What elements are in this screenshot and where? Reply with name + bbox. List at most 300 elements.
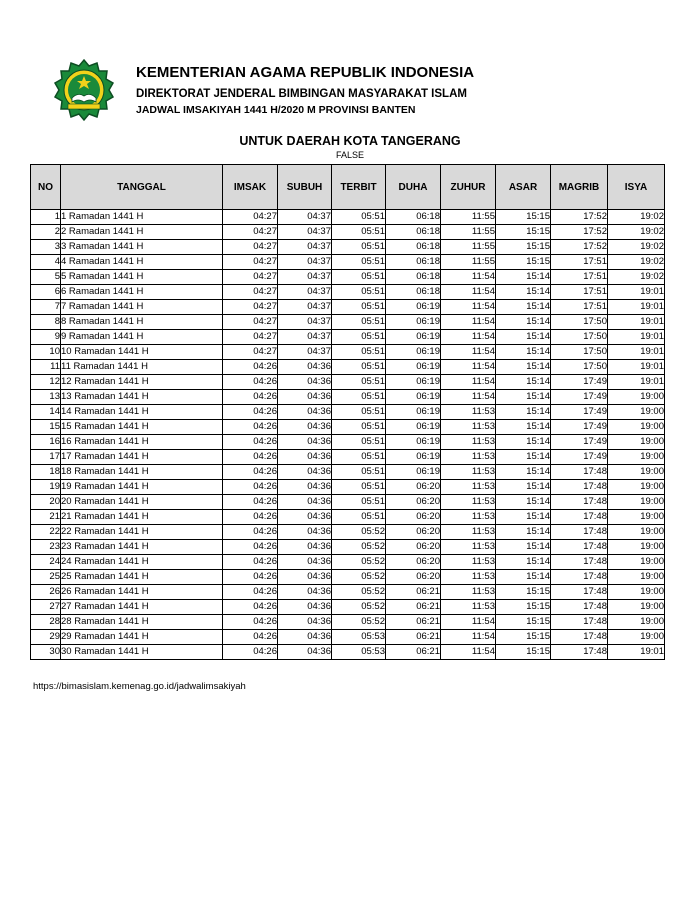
cell-tanggal: 19 Ramadan 1441 H [61,480,223,495]
cell-isya: 19:00 [608,600,665,615]
cell-subuh: 04:36 [278,405,332,420]
table-row [31,255,665,270]
cell-asar: 15:14 [496,510,551,525]
cell-magrib: 17:51 [551,270,608,285]
cell-no: 26 [31,585,61,600]
cell-tanggal: 11 Ramadan 1441 H [61,360,223,375]
cell-terbit: 05:52 [332,585,386,600]
table-row [31,495,665,510]
cell-tanggal: 25 Ramadan 1441 H [61,570,223,585]
cell-asar: 15:14 [496,300,551,315]
cell-duha: 06:19 [386,360,441,375]
cell-duha: 06:21 [386,645,441,660]
cell-duha: 06:19 [386,405,441,420]
cell-zuhur: 11:54 [441,345,496,360]
cell-zuhur: 11:53 [441,480,496,495]
col-header-tanggal: TANGGAL [61,165,223,210]
cell-no: 20 [31,495,61,510]
cell-no: 13 [31,390,61,405]
cell-magrib: 17:48 [551,555,608,570]
cell-imsak: 04:27 [223,225,278,240]
cell-magrib: 17:52 [551,225,608,240]
cell-asar: 15:14 [496,330,551,345]
table-row [31,630,665,645]
cell-zuhur: 11:54 [441,645,496,660]
cell-asar: 15:14 [496,360,551,375]
table-row [31,450,665,465]
cell-imsak: 04:26 [223,360,278,375]
cell-terbit: 05:52 [332,600,386,615]
cell-terbit: 05:51 [332,390,386,405]
cell-magrib: 17:51 [551,255,608,270]
cell-zuhur: 11:54 [441,330,496,345]
cell-isya: 19:00 [608,615,665,630]
cell-isya: 19:01 [608,360,665,375]
cell-zuhur: 11:54 [441,270,496,285]
cell-zuhur: 11:55 [441,240,496,255]
document-header [46,58,646,128]
cell-duha: 06:21 [386,585,441,600]
cell-subuh: 04:36 [278,540,332,555]
cell-no: 6 [31,285,61,300]
cell-zuhur: 11:54 [441,630,496,645]
cell-no: 30 [31,645,61,660]
cell-duha: 06:20 [386,510,441,525]
cell-duha: 06:18 [386,285,441,300]
cell-zuhur: 11:54 [441,315,496,330]
cell-terbit: 05:51 [332,285,386,300]
cell-duha: 06:18 [386,210,441,225]
cell-tanggal: 5 Ramadan 1441 H [61,270,223,285]
cell-no: 23 [31,540,61,555]
cell-no: 25 [31,570,61,585]
cell-imsak: 04:26 [223,600,278,615]
table-row [31,585,665,600]
cell-isya: 19:00 [608,585,665,600]
cell-isya: 19:00 [608,540,665,555]
cell-asar: 15:15 [496,630,551,645]
table-row [31,510,665,525]
cell-imsak: 04:26 [223,450,278,465]
cell-asar: 15:15 [496,585,551,600]
cell-isya: 19:01 [608,345,665,360]
cell-tanggal: 29 Ramadan 1441 H [61,630,223,645]
table-row [31,315,665,330]
cell-duha: 06:19 [386,330,441,345]
cell-isya: 19:00 [608,435,665,450]
cell-zuhur: 11:53 [441,570,496,585]
cell-no: 1 [31,210,61,225]
cell-isya: 19:01 [608,330,665,345]
table-row [31,330,665,345]
cell-zuhur: 11:53 [441,540,496,555]
cell-magrib: 17:50 [551,345,608,360]
cell-zuhur: 11:55 [441,225,496,240]
cell-isya: 19:00 [608,480,665,495]
table-row [31,480,665,495]
cell-isya: 19:00 [608,390,665,405]
col-header-zuhur: ZUHUR [441,165,496,210]
table-row [31,420,665,435]
cell-duha: 06:20 [386,540,441,555]
cell-subuh: 04:37 [278,225,332,240]
cell-zuhur: 11:54 [441,360,496,375]
cell-no: 16 [31,435,61,450]
cell-subuh: 04:36 [278,570,332,585]
cell-tanggal: 8 Ramadan 1441 H [61,315,223,330]
cell-imsak: 04:27 [223,240,278,255]
cell-tanggal: 2 Ramadan 1441 H [61,225,223,240]
table-row [31,270,665,285]
cell-terbit: 05:51 [332,360,386,375]
cell-terbit: 05:51 [332,240,386,255]
cell-zuhur: 11:53 [441,450,496,465]
cell-isya: 19:00 [608,525,665,540]
cell-imsak: 04:26 [223,510,278,525]
cell-magrib: 17:49 [551,375,608,390]
cell-terbit: 05:51 [332,270,386,285]
cell-isya: 19:02 [608,240,665,255]
col-header-subuh: SUBUH [278,165,332,210]
cell-subuh: 04:37 [278,300,332,315]
schedule-title: JADWAL IMSAKIYAH 1441 H/2020 M PROVINSI BANTEN [136,104,416,116]
table-row [31,345,665,360]
cell-subuh: 04:36 [278,600,332,615]
cell-magrib: 17:48 [551,465,608,480]
cell-magrib: 17:49 [551,420,608,435]
cell-terbit: 05:53 [332,645,386,660]
cell-isya: 19:02 [608,255,665,270]
cell-imsak: 04:27 [223,330,278,345]
cell-asar: 15:14 [496,495,551,510]
cell-duha: 06:21 [386,630,441,645]
table-row [31,285,665,300]
cell-imsak: 04:26 [223,555,278,570]
cell-tanggal: 12 Ramadan 1441 H [61,375,223,390]
cell-imsak: 04:26 [223,465,278,480]
table-row [31,525,665,540]
cell-subuh: 04:36 [278,420,332,435]
cell-asar: 15:15 [496,210,551,225]
cell-asar: 15:14 [496,390,551,405]
cell-isya: 19:00 [608,420,665,435]
cell-zuhur: 11:53 [441,420,496,435]
cell-isya: 19:02 [608,225,665,240]
directorate-title: DIREKTORAT JENDERAL BIMBINGAN MASYARAKAT ISLAM [136,88,467,100]
cell-no: 8 [31,315,61,330]
table-row [31,615,665,630]
cell-subuh: 04:37 [278,315,332,330]
cell-duha: 06:18 [386,240,441,255]
cell-magrib: 17:48 [551,585,608,600]
cell-tanggal: 23 Ramadan 1441 H [61,540,223,555]
cell-asar: 15:14 [496,570,551,585]
table-row [31,570,665,585]
cell-asar: 15:14 [496,285,551,300]
cell-imsak: 04:26 [223,435,278,450]
cell-duha: 06:19 [386,450,441,465]
cell-isya: 19:00 [608,555,665,570]
cell-asar: 15:15 [496,240,551,255]
source-url: https://bimasislam.kemenag.go.id/jadwalimsakiyah [33,681,246,692]
cell-magrib: 17:50 [551,330,608,345]
cell-duha: 06:18 [386,270,441,285]
cell-no: 5 [31,270,61,285]
table-row [31,300,665,315]
table-row [31,360,665,375]
cell-no: 2 [31,225,61,240]
cell-imsak: 04:27 [223,285,278,300]
cell-no: 7 [31,300,61,315]
cell-duha: 06:19 [386,375,441,390]
cell-subuh: 04:36 [278,450,332,465]
cell-no: 3 [31,240,61,255]
cell-magrib: 17:52 [551,210,608,225]
table-row [31,390,665,405]
cell-subuh: 04:37 [278,240,332,255]
cell-terbit: 05:51 [332,480,386,495]
cell-imsak: 04:26 [223,540,278,555]
cell-duha: 06:20 [386,555,441,570]
cell-tanggal: 14 Ramadan 1441 H [61,405,223,420]
cell-subuh: 04:36 [278,435,332,450]
cell-magrib: 17:48 [551,645,608,660]
cell-tanggal: 26 Ramadan 1441 H [61,585,223,600]
cell-terbit: 05:51 [332,405,386,420]
cell-magrib: 17:49 [551,405,608,420]
cell-asar: 15:15 [496,615,551,630]
col-header-asar: ASAR [496,165,551,210]
cell-tanggal: 20 Ramadan 1441 H [61,495,223,510]
cell-isya: 19:01 [608,300,665,315]
cell-zuhur: 11:53 [441,435,496,450]
cell-isya: 19:00 [608,450,665,465]
cell-zuhur: 11:55 [441,255,496,270]
cell-tanggal: 4 Ramadan 1441 H [61,255,223,270]
cell-duha: 06:19 [386,465,441,480]
cell-subuh: 04:37 [278,345,332,360]
cell-asar: 15:14 [496,405,551,420]
cell-tanggal: 22 Ramadan 1441 H [61,525,223,540]
cell-terbit: 05:51 [332,330,386,345]
cell-terbit: 05:52 [332,555,386,570]
cell-imsak: 04:27 [223,210,278,225]
cell-no: 17 [31,450,61,465]
cell-asar: 15:14 [496,480,551,495]
cell-magrib: 17:48 [551,570,608,585]
cell-zuhur: 11:53 [441,495,496,510]
cell-no: 12 [31,375,61,390]
cell-imsak: 04:26 [223,405,278,420]
cell-imsak: 04:26 [223,495,278,510]
ministry-title: KEMENTERIAN AGAMA REPUBLIK INDONESIA [136,64,475,81]
cell-imsak: 04:26 [223,585,278,600]
cell-duha: 06:18 [386,225,441,240]
cell-magrib: 17:52 [551,240,608,255]
cell-subuh: 04:36 [278,375,332,390]
cell-no: 22 [31,525,61,540]
cell-asar: 15:14 [496,555,551,570]
cell-imsak: 04:26 [223,630,278,645]
cell-terbit: 05:52 [332,540,386,555]
cell-no: 14 [31,405,61,420]
cell-terbit: 05:51 [332,345,386,360]
cell-no: 11 [31,360,61,375]
cell-zuhur: 11:53 [441,555,496,570]
cell-magrib: 17:48 [551,615,608,630]
cell-imsak: 04:26 [223,390,278,405]
cell-terbit: 05:51 [332,420,386,435]
cell-zuhur: 11:53 [441,585,496,600]
cell-no: 15 [31,420,61,435]
cell-subuh: 04:36 [278,360,332,375]
cell-zuhur: 11:53 [441,525,496,540]
cell-magrib: 17:48 [551,480,608,495]
table-row [31,435,665,450]
col-header-terbit: TERBIT [332,165,386,210]
cell-asar: 15:15 [496,255,551,270]
cell-no: 28 [31,615,61,630]
cell-subuh: 04:37 [278,330,332,345]
table-row [31,540,665,555]
cell-terbit: 05:51 [332,315,386,330]
col-header-magrib: MAGRIB [551,165,608,210]
cell-zuhur: 11:55 [441,210,496,225]
cell-zuhur: 11:54 [441,390,496,405]
cell-asar: 15:14 [496,315,551,330]
cell-imsak: 04:27 [223,315,278,330]
cell-no: 29 [31,630,61,645]
cell-isya: 19:00 [608,510,665,525]
cell-imsak: 04:27 [223,345,278,360]
cell-magrib: 17:49 [551,435,608,450]
cell-tanggal: 1 Ramadan 1441 H [61,210,223,225]
cell-imsak: 04:26 [223,570,278,585]
cell-subuh: 04:36 [278,645,332,660]
cell-tanggal: 24 Ramadan 1441 H [61,555,223,570]
cell-asar: 15:14 [496,525,551,540]
cell-duha: 06:19 [386,420,441,435]
table-row [31,405,665,420]
cell-tanggal: 21 Ramadan 1441 H [61,510,223,525]
cell-imsak: 04:26 [223,615,278,630]
cell-no: 10 [31,345,61,360]
cell-magrib: 17:49 [551,450,608,465]
cell-subuh: 04:36 [278,390,332,405]
cell-magrib: 17:48 [551,630,608,645]
cell-duha: 06:19 [386,435,441,450]
cell-subuh: 04:36 [278,555,332,570]
cell-duha: 06:20 [386,480,441,495]
cell-terbit: 05:51 [332,300,386,315]
table-row [31,465,665,480]
cell-isya: 19:01 [608,375,665,390]
cell-imsak: 04:26 [223,480,278,495]
table-row [31,225,665,240]
cell-duha: 06:19 [386,300,441,315]
cell-zuhur: 11:53 [441,405,496,420]
cell-terbit: 05:51 [332,210,386,225]
cell-tanggal: 3 Ramadan 1441 H [61,240,223,255]
col-header-duha: DUHA [386,165,441,210]
cell-asar: 15:15 [496,600,551,615]
cell-duha: 06:20 [386,525,441,540]
cell-zuhur: 11:54 [441,285,496,300]
cell-duha: 06:20 [386,570,441,585]
cell-zuhur: 11:54 [441,300,496,315]
cell-subuh: 04:36 [278,510,332,525]
cell-zuhur: 11:53 [441,465,496,480]
cell-tanggal: 7 Ramadan 1441 H [61,300,223,315]
cell-isya: 19:00 [608,630,665,645]
table-row [31,555,665,570]
cell-magrib: 17:50 [551,315,608,330]
cell-isya: 19:02 [608,210,665,225]
cell-isya: 19:01 [608,315,665,330]
cell-tanggal: 17 Ramadan 1441 H [61,450,223,465]
cell-terbit: 05:53 [332,630,386,645]
cell-magrib: 17:48 [551,600,608,615]
cell-terbit: 05:51 [332,225,386,240]
cell-subuh: 04:37 [278,270,332,285]
cell-asar: 15:14 [496,450,551,465]
cell-zuhur: 11:54 [441,615,496,630]
cell-no: 21 [31,510,61,525]
col-header-isya: ISYA [608,165,665,210]
cell-asar: 15:14 [496,465,551,480]
cell-duha: 06:21 [386,615,441,630]
cell-subuh: 04:36 [278,465,332,480]
cell-isya: 19:01 [608,285,665,300]
cell-duha: 06:18 [386,255,441,270]
cell-tanggal: 6 Ramadan 1441 H [61,285,223,300]
cell-no: 18 [31,465,61,480]
cell-terbit: 05:51 [332,375,386,390]
cell-imsak: 04:27 [223,300,278,315]
cell-asar: 15:14 [496,540,551,555]
cell-magrib: 17:51 [551,285,608,300]
cell-tanggal: 18 Ramadan 1441 H [61,465,223,480]
col-header-imsak: IMSAK [223,165,278,210]
cell-duha: 06:19 [386,345,441,360]
cell-zuhur: 11:53 [441,600,496,615]
cell-magrib: 17:49 [551,390,608,405]
cell-asar: 15:14 [496,420,551,435]
cell-terbit: 05:51 [332,465,386,480]
cell-isya: 19:01 [608,645,665,660]
cell-asar: 15:14 [496,345,551,360]
table-header-row [31,165,665,210]
cell-tanggal: 30 Ramadan 1441 H [61,645,223,660]
cell-no: 27 [31,600,61,615]
cell-isya: 19:00 [608,405,665,420]
cell-isya: 19:00 [608,495,665,510]
table-row [31,375,665,390]
cell-no: 4 [31,255,61,270]
region-note: FALSE [335,150,364,160]
cell-imsak: 04:27 [223,255,278,270]
table-row [31,645,665,660]
cell-magrib: 17:50 [551,360,608,375]
cell-terbit: 05:51 [332,510,386,525]
cell-duha: 06:20 [386,495,441,510]
cell-isya: 19:00 [608,570,665,585]
table-body [31,210,665,660]
cell-zuhur: 11:54 [441,375,496,390]
cell-imsak: 04:26 [223,420,278,435]
cell-duha: 06:19 [386,315,441,330]
cell-asar: 15:14 [496,270,551,285]
